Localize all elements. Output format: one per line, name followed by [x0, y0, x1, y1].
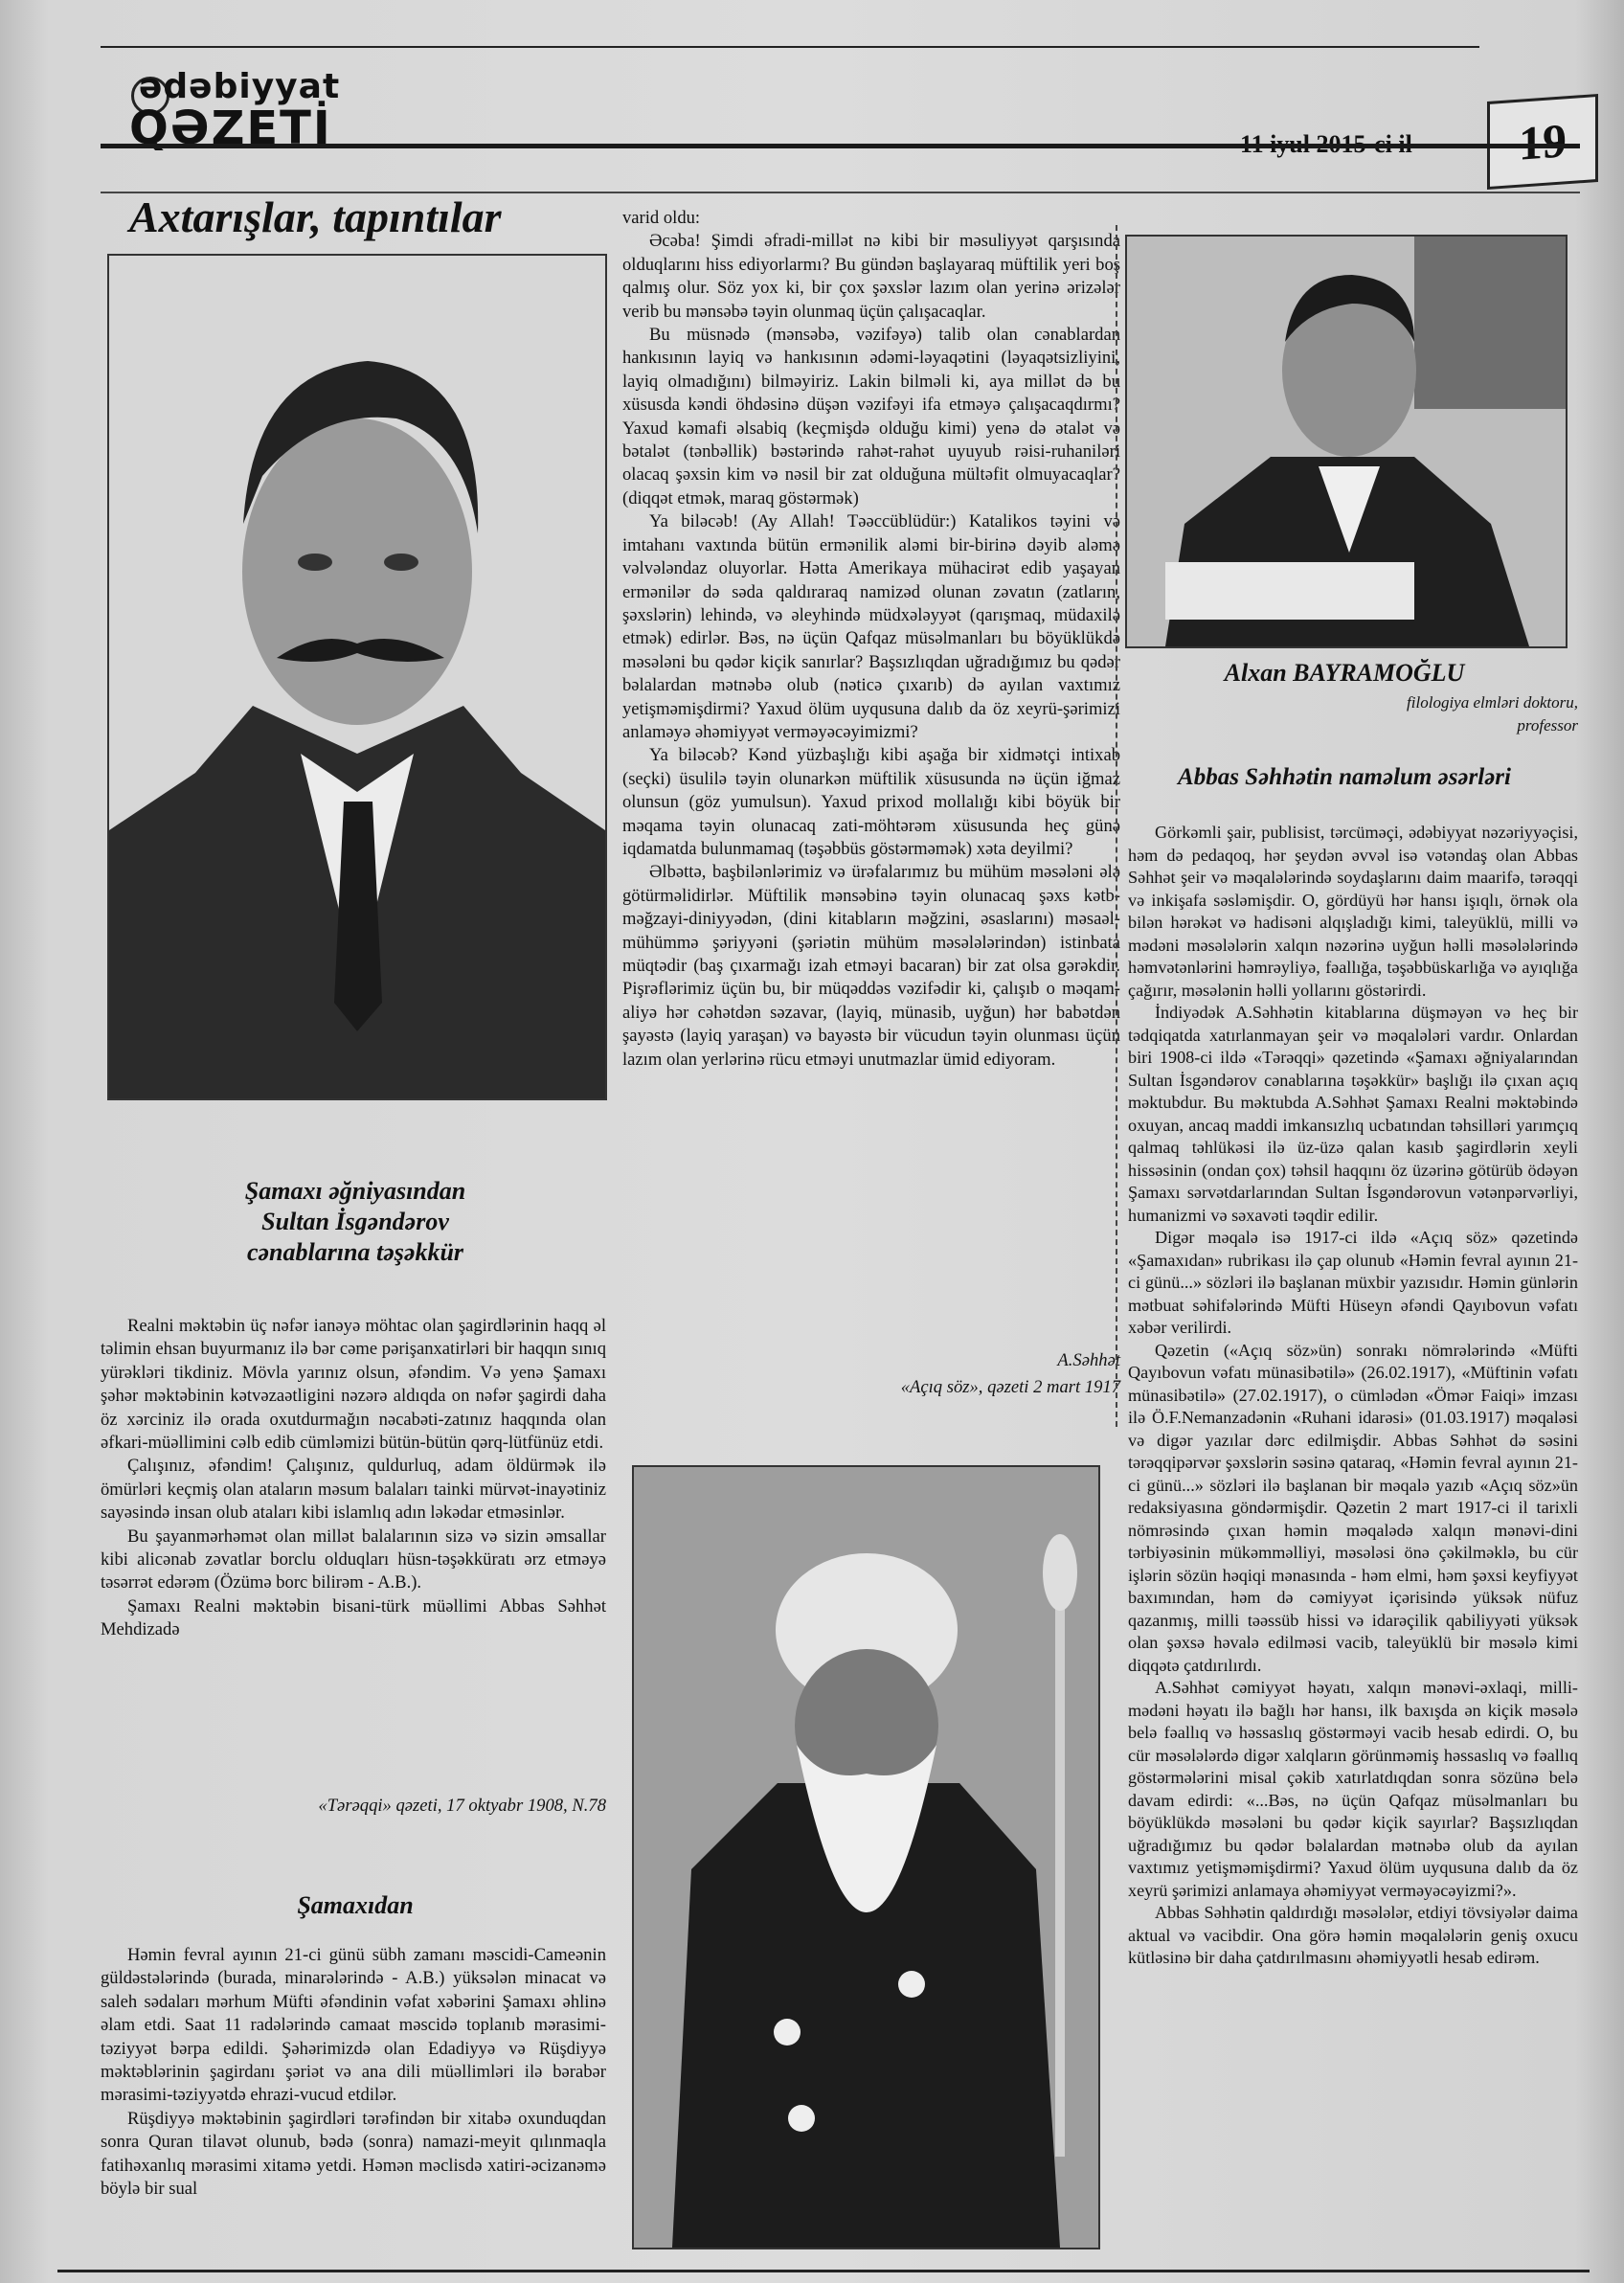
- paragraph: Abbas Səhhətin qaldırdığı məsələlər, etdiyi tövsiyələr daima aktual və vacibdir. Ona görə həmin məqalələrin geniş oxucu kütləsinə bir daha çatdırılmasını əhəmiyyətli hesab edirəm.: [1128, 1903, 1578, 1967]
- article-title: Abbas Səhhətin naməlum əsərləri: [1178, 764, 1511, 790]
- paragraph: Bu müsnədə (mənsəbə, vəzifəyə) talib olan cənablardan hankısının layiq və hankısının ədəmi-ləyaqətini (ləyaqətsizliyini, layiq olmadığını) bilməyiriz. Lakin bilməli ki, aya millət də bu xüsusda kəndi öhdəsinə düşən vəzifəyi ifa etməyə çalışacaqdırmı? Yaxud kəmafi əlsabiq (keçmişdə olduğu kimi) yenə də ətalət və bətalət (tənbəllik) bəstərində rahət-rahət uyuyub rəisi-ruhaniləri olacaq şəxsin kim və nəsil bir zat olduğuna mültəfit olmuyacaqlar? (diqqət etmək, maraq göstərmək): [622, 325, 1120, 509]
- author-title: filologiya elmləri doktoru,: [1407, 693, 1578, 712]
- author-photo: [1125, 235, 1568, 648]
- masthead-rule: [101, 144, 1580, 148]
- left-heading-line-1: Şamaxı əğniyasından: [244, 1177, 466, 1205]
- middle-signature: A.Səhhət: [1057, 1350, 1120, 1370]
- paragraph: A.Səhhət cəmiyyət həyatı, xalqın mənəvi-əxlaqi, milli-mədəni həyatı ilə bağlı hər hansı, ilk baxışda ən kiçik məsələ belə fəallıq və həssaslıq göstərməyi vacib hesab edirdi. O, bu cür məsələlərdə digər xalqların görünməmiş həssaslıq və fəallıq göstərmələrini misal çəkib xatırlatdıqdan sonra sözünə belə davam edirdi: «...Bəs, nə üçün Qafqaz müsəlmanları bu böyüklükdə məsələni bu qədər kiçik sayırlar? Başsızlıqdan uğradığımız bu qədər bəlalardan mətnəbə olub da ayılan vaxtımız yetişməmişdirmi? Yaxud ölüm uyqusuna dalıb da öz xeyrü şərimizi anlamaya əhəmiyyət verməyəcəyizmi?».: [1128, 1678, 1578, 1900]
- page-number: 19: [1487, 94, 1598, 190]
- paragraph: varid oldu:: [622, 208, 701, 228]
- paragraph: Əcəba! Şimdi əfradi-millət nə kibi bir məsuliyyət qarşısında olduqlarını hiss ediyorlarmı? Bu gündən başlayaraq müftilik yeri boş qalmış olur. Söz yox ki, bir çox şəxslər lazım olan yerinə ərizələr verib bu mənsəbə təyin olunmaq üçün çalışacaqlar.: [622, 231, 1120, 322]
- left-source: «Tərəqqi» qəzeti, 17 oktyabr 1908, N.78: [318, 1796, 606, 1816]
- paragraph: Şamaxı Realni məktəbin bisani-türk müəllimi Abbas Səhhət Mehdizadə: [101, 1595, 606, 1640]
- paragraph: Rüşdiyyə məktəbinin şagirdləri tərəfindən bir xitabə oxunduqdan sonra Quran tilavət olunub, bədə (sonra) namazi-meyit qılınmaqla fatihəxanlıq mərasimi xitamə yetdi. Həmən məclisdə xatiri-əcizanəmə böylə bir sual: [101, 2108, 606, 2200]
- paragraph: Realni məktəbin üç nəfər ianəyə möhtac olan şagirdlərinin haqq əl təlimin ehsan buyurmanız ilə bər cəme pərişanxatirləri bir haqqın sınıq yürəkləri tikdiniz. Mövla yarınız olsun, əfəndim. Və yenə Şamaxı şəhər məktəbinin kətvəzaətligini nəzərə aldıqda on nəfər şagirdi daha öz xərciniz ilə orada oxutdurmağın nəcabəti-zatınız haqqında olan əfkari-müəllimini cəlb edib cümləmizi bütün-bütün qərq-lütfünüz etdi.: [101, 1316, 606, 1454]
- paragraph: İndiyədək A.Səhhətin kitablarına düşməyən və heç bir tədqiqatda xatırlanmayan şeir və məqalələri vardır. Onlardan biri 1908-ci ildə «Tərəqqi» qəzetində «Şamaxı əğniyalarından Sultan İsgəndərov cənablarına təşəkkür» başlığı ilə çıxan açıq məktubdur. Bu məktubda A.Səhhət Şamaxı Realni məktəbində oxuyan, ancaq maddi imkansızlıq ucbatından təhsilləri yarımçıq qalmaq təhlükəsi ilə üz-üzə qalan kasıb şagirdlərin xeyli hissəsinin (ondan çox) təhsil haqqını öz üzərinə götürüb ödəyən Şamaxı sərvətdarlarından Sultan İsgəndərovun vətənpərvərliyi, humanizmi və səxavəti təqdir edilir.: [1128, 1003, 1578, 1225]
- portrait-photo-mufti: [632, 1465, 1100, 2249]
- section-title: Axtarışlar, tapıntılar: [129, 192, 502, 241]
- bottom-rule: [57, 2270, 1590, 2272]
- paragraph: Bu şayanmərhəmət olan millət balalarının sizə və sizin əmsallar kibi alicənab zəvatlar borclu olduqları hüsn-təşəkküratı ərz etməyə təsərrət edərəm (Özümə borc bilirəm - A.B.).: [101, 1526, 606, 1594]
- middle-source: «Açıq söz», qəzeti 2 mart 1917: [900, 1377, 1120, 1397]
- author-name: Alxan BAYRAMOĞLU: [1224, 659, 1465, 687]
- middle-column-text: [622, 207, 1120, 1072]
- issue-date: 11 iyul 2015-ci il: [1240, 130, 1412, 158]
- paragraph: Digər məqalə isə 1917-ci ildə «Açıq söz» qəzetində «Şamaxıdan» rubrikası ilə çap olunub «Həmin fevral ayının 21-ci günü...» sözləri ilə başlanan müxbir yazısıdır. Həmin günlərin mətbuat səhifələrində Müfti Hüseyn əfəndi Qayıbovun vəfatı xəbər verilirdi.: [1128, 1228, 1578, 1337]
- paragraph: Çalışınız, əfəndim! Çalışınız, quldurluq, adam öldürmək ilə ömürləri keçmiş olan ataların məsum balaları tainki mürvət-inayətiniz sayəsində insan olub ataları kibi islamlıq adın ləkədar etməsinlər.: [101, 1456, 606, 1524]
- top-rule: [101, 46, 1479, 48]
- paragraph: Görkəmli şair, publisist, tərcüməçi, ədəbiyyat nəzəriyyəçisi, həm də pedaqoq, hər şeydən əvvəl isə vətəndaş olan Abbas Səhhət şeir və məqalələrində soydaşlarını daim maarifə, tərəqqi və inkişafa səsləmişdir. O, gördüyü hər hansı işıqlı, örnək ola bilən hərəkət və hadisəni alqışladığı kimi, taleyüklü, milli və mədəni məsələlərin xalqın nəzərinə uyğun həlli məsələlərində həmvətənlərini həmrəyliyə, fəallığa, təşəbbüskarlığa və ayıqlığa çağırır, məsələnin həlli yollarını göstərirdi.: [1128, 823, 1578, 1000]
- paragraph: Həmin fevral ayının 21-ci günü sübh zamanı məscidi-Cameənin güldəstələrində (burada, minarələrində - A.B.) yüksələn minacat və saleh sədaları mərhum Müfti əfəndinin vəfat xəbərini Şamaxı əhlinə əlam etdi. Saat 11 radələrində camaat məscidə toplanıb mərasimi-təziyyət bərpa edildi. Şəhərimizdə olan Edadiyyə və Rüşdiyyə məktəblərinin şagirdanı şəriət və ana dili müəllimləri ilə bərabər mərasimi-təziyyətdə ehrazi-vucud etdilər.: [101, 1945, 606, 2106]
- column-divider: [1116, 225, 1117, 1427]
- left-heading-line-3: cənablarına təşəkkür: [246, 1238, 464, 1266]
- left-column-text-2: [101, 1944, 606, 2201]
- paragraph: Qəzetin («Açıq söz»ün) sonrakı nömrələrində «Müfti Qayıbovun vəfatı münasibətilə» (26.02.1917), «Müftinin vəfatı münasibətilə» (27.02.1917), o cümlədən «Ömər Faiqi» imzası ilə Ö.F.Nemanzadənin «Ruhani idarəsi» (01.03.1917) məqaləsi və digər yazılar dərc edilmişdir. Abbas Səhhət də səsini tərəqqipərvər şəxslərin səsinə qataraq, «Həmin fevral ayının 21-ci günü...» sözləri ilə başlanan bir məqalə yazıb «Açıq söz»ün redaksiyasına göndərmişdir. Qəzetin 2 mart 1917-ci il tarixli nömrəsində çıxan həmin məqalədə xalqın mənəvi-dini tərbiyəsinin mükəmməlliyi, məsələsi önə çəkilməklə, bu cür işlərin sözün həqiqi mənasında - həm elmi, həm şəxsi keyfiyyət baxımından, həm də cəmiyyət içərisində yüksək nüfuz qazanmış, milli təəssüb hissi və idarəçilik qabiliyyəti yüksək olan şəxsə həvalə edilməsi vacib, taleyüklü bir məsələ kimi diqqətə çatdırılırdı.: [1128, 1340, 1578, 1675]
- left-heading: [107, 1176, 603, 1268]
- logo-top: ədəbiyyat: [139, 67, 341, 106]
- logo-bottom: QƏZETİ: [129, 102, 332, 155]
- paragraph: Ya biləcəb? Kənd yüzbaşlığı kibi aşağa bir xidmətçi intixab (seçki) üsulilə təyin olunarkən müftilik xüsusunda nə üçün iğmaz olunsun (göz yumulsun). Yaxud prixod mollalığı kibi böyük bir məqama təyin olunacaq zati-möhtərəm xüsusunda heç günə iqdamatda bulunmamaq (təşəbbüs göstərməmək) xəta deyilmi?: [622, 745, 1120, 859]
- right-column-text: [1128, 822, 1578, 1970]
- left-heading-2: Şamaxıdan: [297, 1891, 414, 1919]
- paragraph: Əlbəttə, başbilənlərimiz və ürəfalarımız bu mühüm məsələni ələ götürməlidirlər. Müftilik mənsəbinə təyin olunacaq şəxs kətb-məğzayi-diniyyədən, (dini kitabların məğzini, əsaslarını) məsaəl-mühümmə şəriyyəni (şəriətin mühüm məsələlərindən) istinbata müqtədir (baş çıxarmağı izah etməyi bacaran) bir zat olsa gərəkdir. Pişrəflərimiz üçün bu, bir müqəddəs vəzifədir ki, çalışıb o məqam-aliyə hər cəhətdən səzavar, (layiq, münasib, uyğun) hər babətdən şayəstə (layiq yaraşan) və bayəstə bir vücudun təyin olunması üçün lazım olan yerlərinə rücu etməyi unutmazlar ümid ediyoram.: [622, 862, 1120, 1070]
- paragraph: Ya biləcəb! (Ay Allah! Təəccüblüdür:) Katalikos təyini və imtahanı vaxtında bütün ermənilik aləmi bir-birinə dəyib aləmə vəlvələndaz oluyorlar. Hətta Amerikaya mühacirət edib yaşayan ermənilər də səda qaldıraraq namizəd olunan zəvatın (zatların, şəxslərin) lehində, və əleyhində müdxələyyət (qarışmaq, müdaxilə etmək) edirlər. Bəs, nə üçün Qafqaz müsəlmanları bu böyüklükdə məsələni bu qədər kiçik sanırlar? Başsızlıqdan uğradığımız bu qədər bəlalardan mətnəbə olub (nəticə çıxarıb) də ayılan vaxtımız yetişməmişdirmi? Yaxud ölüm uyqusuna dalıb da öz xeyrü-şərimizi anlaməyə əhəmiyyət verməyəcəyimizmi?: [622, 511, 1120, 742]
- portrait-photo-sultan: [107, 254, 607, 1100]
- masthead: [101, 38, 1580, 182]
- left-column-text: [101, 1315, 606, 1642]
- left-heading-line-2: Sultan İsgəndərov: [261, 1208, 449, 1235]
- author-rank: professor: [1517, 716, 1578, 735]
